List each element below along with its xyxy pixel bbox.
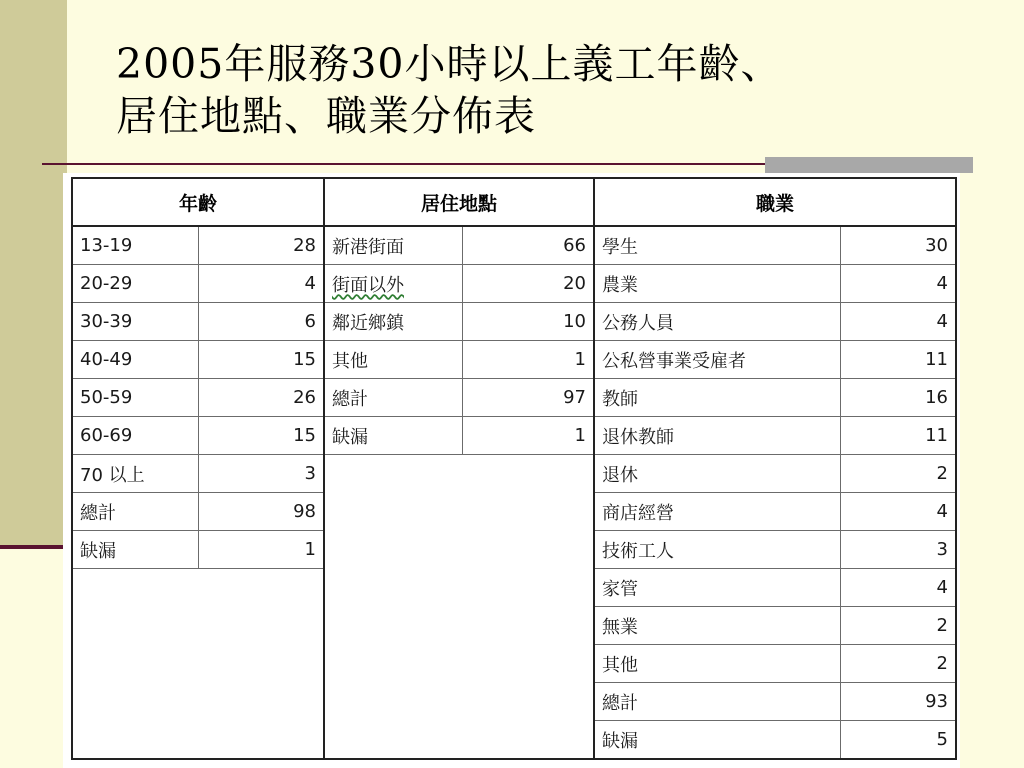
- table-row: [72, 265, 956, 303]
- residence-value-cell: 97: [462, 379, 594, 417]
- occupation-label-cell: 商店經營: [594, 493, 840, 531]
- occupation-value-cell: 11: [840, 341, 956, 379]
- occupation-value-cell: 2: [840, 645, 956, 683]
- occupation-label-cell: 家管: [594, 569, 840, 607]
- residence-label-cell: 鄰近鄉鎮: [324, 303, 462, 341]
- residence-value-cell: 1: [462, 417, 594, 455]
- occupation-label-cell: 教師: [594, 379, 840, 417]
- age-empty-area: [72, 569, 324, 760]
- residence-label-cell: 總計: [324, 379, 462, 417]
- residence-label-cell: 街面以外: [324, 265, 462, 303]
- age-label-cell: 30-39: [72, 303, 198, 341]
- age-value-cell: 15: [198, 341, 324, 379]
- occupation-label-cell: 農業: [594, 265, 840, 303]
- occupation-value-cell: 11: [840, 417, 956, 455]
- occupation-value-cell: 4: [840, 303, 956, 341]
- occupation-value-cell: 16: [840, 379, 956, 417]
- table-body: [72, 226, 956, 759]
- occupation-column-header: 職業: [594, 178, 956, 226]
- occupation-label-cell: 退休: [594, 455, 840, 493]
- age-label-cell: 60-69: [72, 417, 198, 455]
- occupation-label-cell: 無業: [594, 607, 840, 645]
- occupation-value-cell: 4: [840, 569, 956, 607]
- residence-value-cell: 20: [462, 265, 594, 303]
- occupation-value-cell: 30: [840, 226, 956, 265]
- occupation-value-cell: 2: [840, 455, 956, 493]
- residence-column-header: 居住地點: [324, 178, 594, 226]
- occupation-label-cell: 總計: [594, 683, 840, 721]
- age-label-cell: 缺漏: [72, 531, 198, 569]
- age-label-cell: 20-29: [72, 265, 198, 303]
- table-image-panel: [63, 173, 960, 768]
- occupation-label-cell: 退休教師: [594, 417, 840, 455]
- age-value-cell: 28: [198, 226, 324, 265]
- age-value-cell: 6: [198, 303, 324, 341]
- left-decorative-bar: [0, 0, 67, 548]
- slide-title-line-2: 居住地點、職業分佈表: [116, 92, 536, 140]
- residence-value-cell: 1: [462, 341, 594, 379]
- table-row: [72, 303, 956, 341]
- age-label-cell: 70 以上: [72, 455, 198, 493]
- distribution-table: [71, 177, 957, 760]
- table-header-row: [72, 178, 956, 226]
- occupation-value-cell: 4: [840, 493, 956, 531]
- residence-label-cell: 缺漏: [324, 417, 462, 455]
- age-label-cell: 40-49: [72, 341, 198, 379]
- occupation-label-cell: 技術工人: [594, 531, 840, 569]
- occupation-label-cell: 學生: [594, 226, 840, 265]
- table-row: [72, 226, 956, 265]
- age-label-cell: 50-59: [72, 379, 198, 417]
- occupation-label-cell: 其他: [594, 645, 840, 683]
- residence-label-cell: 新港街面: [324, 226, 462, 265]
- age-value-cell: 26: [198, 379, 324, 417]
- occupation-value-cell: 3: [840, 531, 956, 569]
- residence-label-cell: 其他: [324, 341, 462, 379]
- slide-title-line-1: 2005年服務30小時以上義工年齡、: [116, 40, 783, 88]
- slide-title: [116, 38, 996, 142]
- age-column-header: 年齡: [72, 178, 324, 226]
- age-value-cell: 3: [198, 455, 324, 493]
- left-decorative-rule: [0, 545, 63, 549]
- occupation-value-cell: 93: [840, 683, 956, 721]
- table-row: [72, 379, 956, 417]
- occupation-label-cell: 公務人員: [594, 303, 840, 341]
- residence-value-cell: 10: [462, 303, 594, 341]
- table-row: [72, 341, 956, 379]
- residence-empty-area: [324, 455, 594, 760]
- occupation-value-cell: 5: [840, 721, 956, 760]
- age-value-cell: 4: [198, 265, 324, 303]
- occupation-label-cell: 公私營事業受雇者: [594, 341, 840, 379]
- occupation-label-cell: 缺漏: [594, 721, 840, 760]
- age-label-cell: 總計: [72, 493, 198, 531]
- residence-value-cell: 66: [462, 226, 594, 265]
- age-label-cell: 13-19: [72, 226, 198, 265]
- age-value-cell: 15: [198, 417, 324, 455]
- occupation-value-cell: 2: [840, 607, 956, 645]
- title-accent-bar: [765, 157, 973, 173]
- age-value-cell: 98: [198, 493, 324, 531]
- age-value-cell: 1: [198, 531, 324, 569]
- occupation-value-cell: 4: [840, 265, 956, 303]
- table-row: [72, 417, 956, 455]
- table-row: [72, 455, 956, 493]
